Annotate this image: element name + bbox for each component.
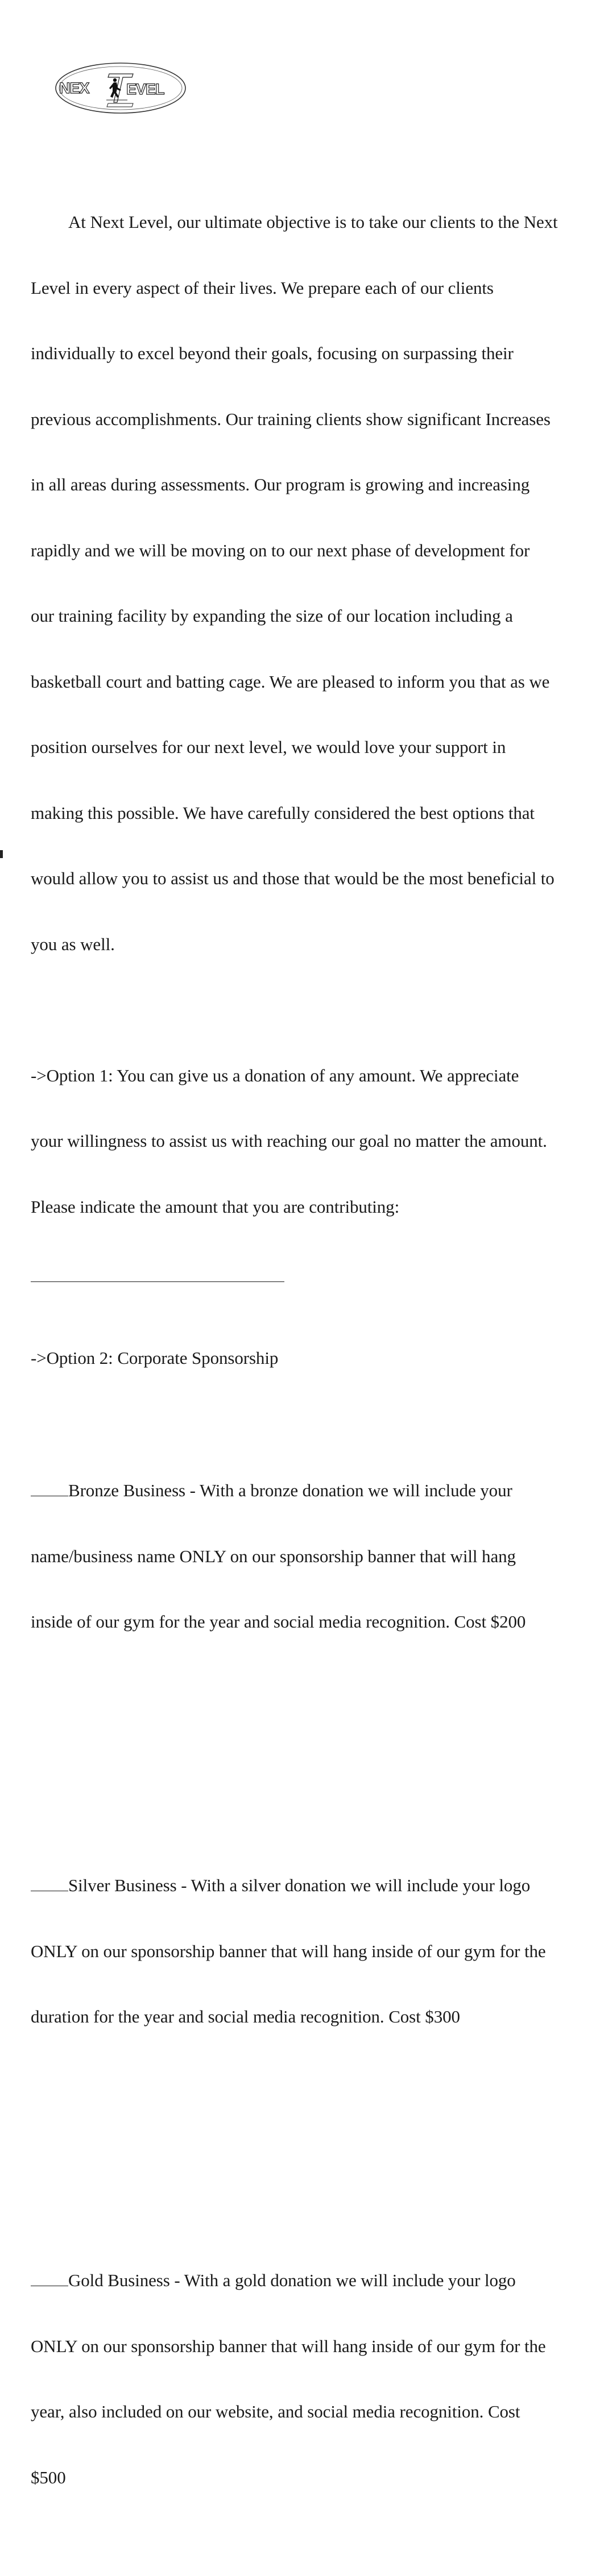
intro-line: would allow you to assist us and those that would be the most beneficial to bbox=[31, 868, 555, 888]
page-edge-mark bbox=[0, 850, 3, 858]
option-1-line: ->Option 1: You can give us a donation of any amount. We appreciate bbox=[31, 1065, 519, 1085]
tier-gold-line: year, also included on our website, and social media recognition. Cost bbox=[31, 2402, 520, 2421]
next-level-logo bbox=[53, 61, 188, 115]
intro-line: At Next Level, our ultimate objective is to take our clients to the Next bbox=[68, 212, 558, 232]
option-1-line: your willingness to assist us with reaching our goal no matter the amount. bbox=[31, 1131, 547, 1151]
donation-amount-blank[interactable] bbox=[31, 1259, 284, 1282]
silver-checkbox-blank[interactable] bbox=[31, 1874, 68, 1891]
tier-gold-title: Gold Business - With a gold donation we will include your logo bbox=[68, 2270, 516, 2290]
tier-silver-title: Silver Business - With a silver donation we will include your logo bbox=[68, 1875, 531, 1895]
intro-line: in all areas during assessments. Our program is growing and increasing bbox=[31, 475, 530, 494]
tier-silver bbox=[31, 1830, 599, 2072]
intro-line: rapidly and we will be moving on to our next phase of development for bbox=[31, 540, 530, 560]
tier-gold bbox=[31, 2225, 599, 2532]
logo-graphic bbox=[53, 61, 188, 115]
bronze-checkbox-blank[interactable] bbox=[31, 1479, 68, 1496]
tier-bronze-line: name/business name ONLY on our sponsorship banner that will hang bbox=[31, 1546, 516, 1566]
letter-body bbox=[31, 168, 599, 2576]
gold-checkbox-blank[interactable] bbox=[31, 2269, 68, 2286]
intro-line: basketball court and batting cage. We are pleased to inform you that as we bbox=[31, 671, 550, 692]
intro-line: individually to excel beyond their goals, focusing on surpassing their bbox=[31, 343, 514, 363]
intro-paragraph bbox=[31, 168, 599, 999]
option-1-line: Please indicate the amount that you are contributing: bbox=[31, 1196, 400, 1217]
intro-line: position ourselves for our next level, we would love your support in bbox=[31, 737, 506, 757]
intro-line: Level in every aspect of their lives. We prepare each of our clients bbox=[31, 277, 494, 298]
option-2-heading: ->Option 2: Corporate Sponsorship bbox=[31, 1348, 279, 1368]
tier-gold-line: ONLY on our sponsorship banner that will hang inside of our gym for the bbox=[31, 2336, 546, 2356]
intro-line: our training facility by expanding the size of our location including a bbox=[31, 606, 513, 626]
tier-silver-line: ONLY on our sponsorship banner that will hang inside of our gym for the bbox=[31, 1941, 546, 1961]
intro-line: previous accomplishments. Our training clients show significant Increases bbox=[31, 409, 551, 429]
option-2-section bbox=[31, 1304, 599, 2576]
tier-bronze-line: inside of our gym for the year and social media recognition. Cost $200 bbox=[31, 1612, 526, 1632]
intro-line: you as well. bbox=[31, 934, 115, 954]
tier-bronze bbox=[31, 1435, 599, 1677]
tier-gold-line: $500 bbox=[31, 2467, 66, 2487]
option-1-paragraph bbox=[31, 1021, 599, 1262]
tier-silver-line: duration for the year and social media recognition. Cost $300 bbox=[31, 2007, 460, 2026]
logo-word-right: EVEL bbox=[126, 81, 164, 98]
logo-word-left: NEX bbox=[59, 80, 89, 97]
intro-line: making this possible. We have carefully considered the best options that bbox=[31, 802, 535, 823]
tier-bronze-title: Bronze Business - With a bronze donation we will include your bbox=[68, 1480, 512, 1500]
